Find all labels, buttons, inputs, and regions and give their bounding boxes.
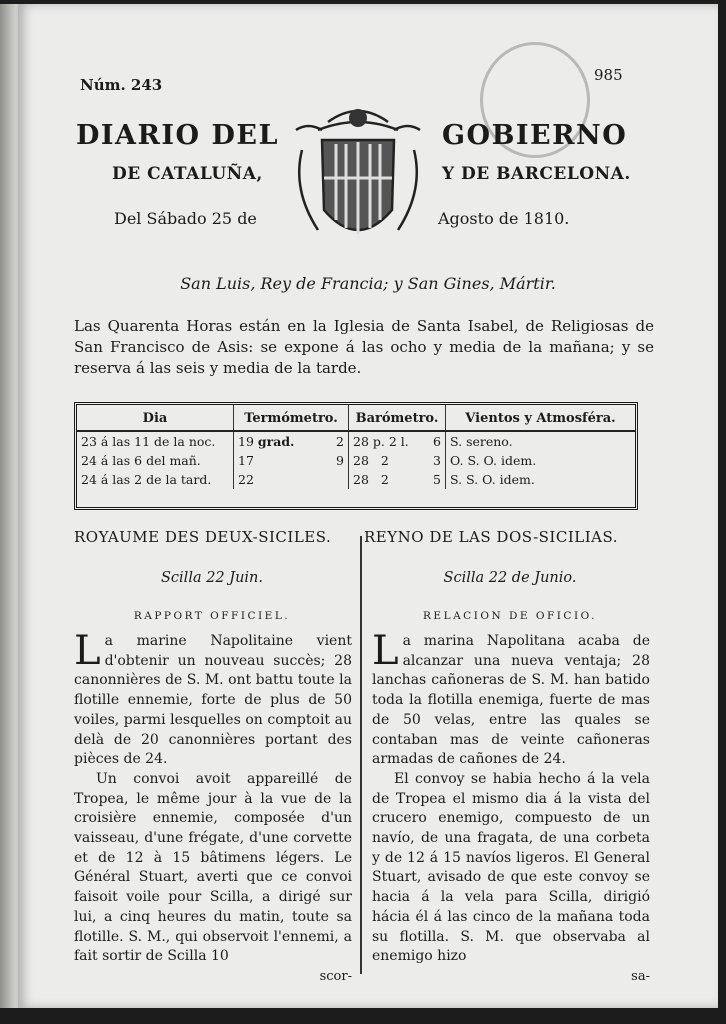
cell-temp: 19 grad. 2 — [234, 431, 349, 451]
cell-wind: S. S. O. idem. — [450, 472, 535, 487]
cell-temp: 17 9 — [234, 451, 349, 470]
col-header-wind: Vientos y Atmosféra. — [446, 405, 636, 431]
right-report-title: RELACION DE OFICIO. — [423, 610, 597, 622]
left-report-title: RAPPORT OFFICIEL. — [133, 610, 291, 622]
cell-wind: O. S. O. idem. — [450, 453, 537, 468]
left-paragraph-2: Un convoi avoit appareillé de Tropea, le même jour à la vue de la croisière ennemie, composée d'un vaisseau, d'une frégate, d'une corvette et de 12 à 15 bâtimens légers. Le Général Stuart, averti que ce convoi faisoit voile pour Scilla, a dirigé sur lui, a cinq heures du matin, toute sa flotille. S. M., qui observoit l'ennemi, a fait sortir de Scilla 10 — [74, 770, 352, 965]
date-left: Del Sábado 25 de — [114, 209, 257, 228]
dropcap: L — [74, 628, 101, 674]
left-column-body — [74, 628, 352, 987]
dropcap: L — [372, 628, 399, 674]
subtitle-left: DE CATALUÑA, — [112, 164, 263, 184]
title-left: DIARIO DEL — [76, 120, 279, 151]
right-dateline: Scilla 22 de Junio. — [443, 570, 577, 586]
cell-bar: 28 2 3 — [349, 451, 446, 470]
right-paragraph-2: El convoy se habia hecho á la vela de Tropea el mismo dia á la vista del crucero enemigo, compuesto de un navío, de una fragata, de una corbeta y de 12 á 15 navíos ligeros. El General Stuart, avisado de que este convoy se hacia á la vela para Scilla, dirigió hácia él á las cinco de la mañana toda su flotilla. S. M. que observaba al enemigo hizo — [372, 770, 650, 965]
right-column-heading: REYNO DE LAS DOS-SICILIAS. — [364, 528, 618, 546]
saints-of-the-day: San Luis, Rey de Francia; y San Gines, Mártir. — [180, 274, 556, 293]
issue-number: Núm. 243 — [80, 76, 163, 94]
coat-of-arms-crest — [288, 100, 428, 256]
col-header-dia: Dia — [77, 405, 234, 431]
cell-dia: 23 á las 11 de la noc. — [77, 431, 234, 451]
newspaper-page — [18, 4, 718, 1008]
col-header-thermometer: Termómetro. — [234, 405, 349, 431]
title-right: GOBIERNO — [442, 120, 628, 151]
right-catchword: sa- — [631, 968, 650, 984]
cell-dia: 24 á las 6 del mañ. — [77, 451, 234, 470]
right-paragraph-1: a marina Napolitana acaba de alcanzar una nueva ventaja; 28 lanchas cañoneras de S. M. han batido toda la flotilla enemiga, fuerte de mas de 50 velas, entre las quales se contaban mas de veinte cañoneras armadas de cañones de 24. — [372, 633, 650, 768]
left-paragraph-1: a marine Napolitaine vient d'obtenir un nouveau succès; 28 canonnières de S. M. ont battu toute la flotille ennemie, forte de plus de 50 voiles, parmi lesquelles on comptoit au delà de 20 canonnières portant des pièces de 24. — [74, 633, 352, 768]
column-divider — [360, 536, 362, 974]
page-number: 985 — [594, 66, 623, 84]
cell-bar: 28 2 5 — [349, 470, 446, 489]
right-column-body — [372, 628, 650, 987]
col-header-barometer: Barómetro. — [349, 405, 446, 431]
weather-table — [74, 402, 638, 510]
left-catchword: scor- — [319, 968, 352, 984]
left-dateline: Scilla 22 Juin. — [160, 570, 264, 586]
cell-bar: 28 p. 2 l. 6 — [349, 431, 446, 451]
subtitle-right: Y DE BARCELONA. — [442, 164, 631, 184]
table-row — [77, 451, 635, 470]
forty-hours-notice: Las Quarenta Horas están en la Iglesia de Santa Isabel, de Religiosas de San Francisco de Asis: se expone á las ocho y media de la mañana; y se reserva á las seis y media de la tarde. — [74, 317, 654, 377]
table-row — [77, 431, 635, 451]
cell-temp: 22 — [234, 470, 349, 489]
left-column-heading: ROYAUME DES DEUX-SICILES. — [74, 528, 332, 546]
cell-wind: S. sereno. — [450, 434, 513, 449]
date-right: Agosto de 1810. — [438, 209, 570, 228]
table-row — [77, 470, 635, 489]
cell-dia: 24 á las 2 de la tard. — [77, 470, 234, 489]
